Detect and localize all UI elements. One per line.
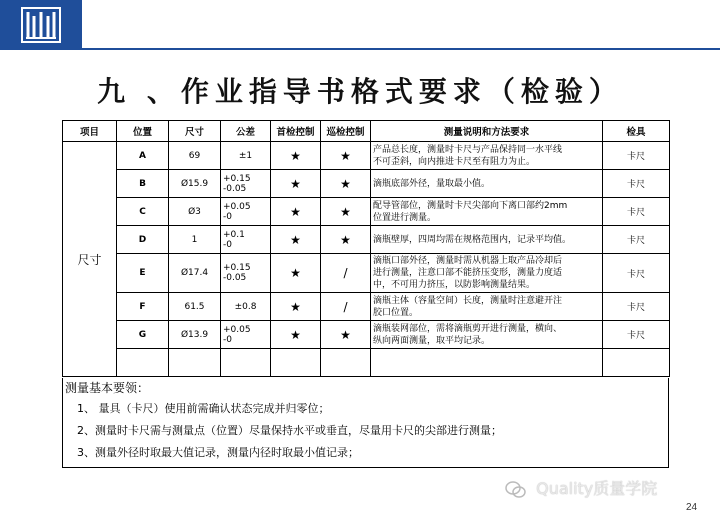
- tolerance-cell: [221, 254, 271, 293]
- method-cell: [371, 170, 603, 198]
- tool-cell: 卡尺: [603, 170, 670, 198]
- tool-cell: 卡尺: [603, 254, 670, 293]
- method-line: 不可歪斜，向内推进卡尺至有阻力为止。: [373, 156, 536, 167]
- patrol-check-cell: ★: [321, 321, 371, 349]
- position-cell: B: [117, 170, 169, 198]
- tolerance-upper: +0.15: [223, 173, 251, 184]
- size-cell: Ø15.9: [169, 170, 221, 198]
- header-tolerance: 公差: [221, 121, 271, 142]
- tolerance-lower: -0: [223, 211, 232, 222]
- table-row: [63, 293, 670, 321]
- size-cell: 61.5: [169, 293, 221, 321]
- method-cell: [371, 293, 603, 321]
- note-line: 1、 量具（卡尺）使用前需确认状态完成并归零位；: [77, 402, 330, 415]
- tolerance-cell: [221, 198, 271, 226]
- empty-cell: [371, 349, 603, 377]
- first-check-cell: ★: [271, 198, 321, 226]
- table-row: [63, 226, 670, 254]
- logo: [0, 0, 82, 50]
- method-line: 滴瓶底部外径，量取最小值。: [373, 178, 491, 189]
- method-line: 产品总长度，测量时卡尺与产品保持同一水平线: [373, 144, 563, 155]
- size-cell: 69: [169, 142, 221, 170]
- empty-cell: [169, 349, 221, 377]
- tolerance-cell: [221, 293, 271, 321]
- table-row: [63, 321, 670, 349]
- first-check-cell: ★: [271, 226, 321, 254]
- note-line: 3、测量外径时取最大值记录，测量内径时取最小值记录；: [77, 446, 359, 459]
- method-line: 位置进行测量。: [373, 212, 437, 223]
- patrol-check-cell: /: [321, 254, 371, 293]
- position-cell: C: [117, 198, 169, 226]
- tolerance-upper: ±1: [238, 150, 253, 161]
- size-cell: 1: [169, 226, 221, 254]
- header-size: 尺寸: [169, 121, 221, 142]
- method-line: 滴瓶装网部位，需将滴瓶剪开进行测量，横向、: [373, 323, 563, 334]
- method-line: 滴瓶壁厚，四周均需在规格范围内，记录平均值。: [373, 234, 572, 245]
- notes-heading: 测量基本要领：: [65, 381, 150, 395]
- tool-cell: 卡尺: [603, 321, 670, 349]
- empty-cell: [117, 349, 169, 377]
- watermark-text: Quality质量学院: [536, 479, 658, 498]
- table-row: [63, 170, 670, 198]
- item-cell: 尺寸: [63, 142, 117, 377]
- table-row: [63, 142, 670, 170]
- header-item: 项目: [63, 121, 117, 142]
- empty-cell: [603, 349, 670, 377]
- method-line: 滴瓶主体（容量空间）长度，测量时注意避开注: [373, 295, 563, 306]
- page-title: 九 、作业指导书格式要求（检验）: [97, 75, 623, 108]
- size-cell: Ø3: [169, 198, 221, 226]
- note-line: 2、测量时卡尺需与测量点（位置）尽量保持水平或垂直，尽量用卡尺的尖部进行测量；: [77, 424, 502, 437]
- tool-cell: 卡尺: [603, 142, 670, 170]
- table-header-row: [63, 121, 670, 142]
- notes-box: [62, 378, 669, 468]
- table-row-empty: [63, 349, 670, 377]
- position-cell: F: [117, 293, 169, 321]
- position-cell: A: [117, 142, 169, 170]
- tolerance-upper: +0.05: [223, 201, 251, 212]
- position-cell: D: [117, 226, 169, 254]
- tolerance-lower: -0: [223, 334, 232, 345]
- header-first-check: 首检控制: [271, 121, 321, 142]
- tolerance-upper: +0.05: [223, 324, 251, 335]
- tolerance-cell: [221, 142, 271, 170]
- inspection-table: [62, 120, 670, 377]
- first-check-cell: ★: [271, 170, 321, 198]
- tolerance-upper: +0.15: [223, 263, 251, 273]
- header-patrol-check: 巡检控制: [321, 121, 371, 142]
- header-line: [82, 48, 720, 50]
- empty-cell: [321, 349, 371, 377]
- position-cell: E: [117, 254, 169, 293]
- tolerance-upper: +0.1: [223, 229, 245, 240]
- tool-cell: 卡尺: [603, 226, 670, 254]
- logo-icon: [20, 6, 62, 44]
- tool-cell: 卡尺: [603, 198, 670, 226]
- method-line: 滴瓶口部外径，测量时需从机器上取产品冷却后: [373, 256, 563, 266]
- first-check-cell: ★: [271, 254, 321, 293]
- header-position: 位置: [117, 121, 169, 142]
- method-cell: [371, 198, 603, 226]
- patrol-check-cell: ★: [321, 170, 371, 198]
- tolerance-upper: ±0.8: [234, 301, 257, 312]
- tool-cell: 卡尺: [603, 293, 670, 321]
- tolerance-lower: -0.05: [223, 183, 247, 194]
- first-check-cell: ★: [271, 321, 321, 349]
- method-line: 进行测量，注意口部不能挤压变形，测量力度适: [373, 268, 563, 278]
- wechat-icon: [505, 481, 527, 499]
- table-row: [63, 254, 670, 293]
- tolerance-cell: [221, 321, 271, 349]
- first-check-cell: ★: [271, 142, 321, 170]
- patrol-check-cell: ★: [321, 198, 371, 226]
- tolerance-lower: -0.05: [223, 273, 247, 283]
- method-cell: [371, 321, 603, 349]
- method-line: 中，不可用力挤压，以防影响测量结果。: [373, 280, 536, 290]
- header-method: 测量说明和方法要求: [371, 121, 603, 142]
- table-row: [63, 198, 670, 226]
- position-cell: G: [117, 321, 169, 349]
- method-line: 配导管部位，测量时卡尺尖部向下离口部约2mm: [373, 200, 568, 211]
- method-line: 胶口位置。: [373, 307, 419, 318]
- method-cell: [371, 142, 603, 170]
- patrol-check-cell: ★: [321, 226, 371, 254]
- size-cell: Ø17.4: [169, 254, 221, 293]
- tolerance-cell: [221, 170, 271, 198]
- empty-cell: [271, 349, 321, 377]
- watermark: [505, 476, 657, 499]
- method-cell: [371, 226, 603, 254]
- size-cell: Ø13.9: [169, 321, 221, 349]
- header-bar: [0, 0, 720, 52]
- method-cell: [371, 254, 603, 293]
- patrol-check-cell: /: [321, 293, 371, 321]
- first-check-cell: ★: [271, 293, 321, 321]
- tolerance-cell: [221, 226, 271, 254]
- patrol-check-cell: ★: [321, 142, 371, 170]
- method-line: 纵向两面测量，取平均记录。: [373, 335, 491, 346]
- empty-cell: [221, 349, 271, 377]
- tolerance-lower: -0: [223, 239, 232, 250]
- page-number: 24: [686, 502, 698, 513]
- header-tool: 检具: [603, 121, 670, 142]
